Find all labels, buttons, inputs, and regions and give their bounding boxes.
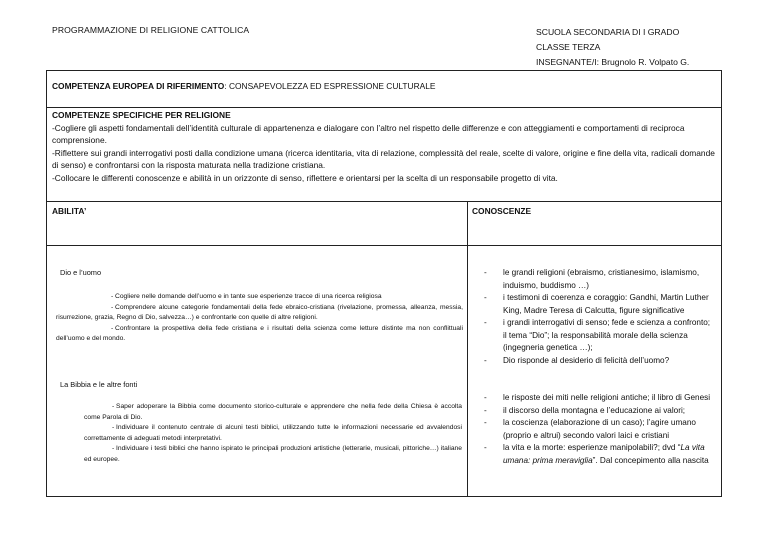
dash: - xyxy=(484,418,487,427)
conoscenza-text: le risposte dei miti nelle religioni antiche; il libro di Genesi xyxy=(503,393,711,402)
list-item xyxy=(84,423,462,444)
dash: - xyxy=(112,445,115,453)
list-item xyxy=(56,292,463,303)
list-item xyxy=(56,324,463,345)
conoscenza-text: le grandi religioni (ebraismo, cristianesimo, islamismo, induismo, buddismo …) xyxy=(503,268,700,290)
abilita-list xyxy=(56,292,463,345)
dash: - xyxy=(484,318,487,327)
header-left: PROGRAMMAZIONE DI RELIGIONE CATTOLICA xyxy=(52,25,250,35)
abilita-header: ABILITA’ xyxy=(52,206,87,216)
dash: - xyxy=(484,355,487,365)
list-item xyxy=(84,402,462,423)
dash: - xyxy=(111,293,114,300)
abilita-text: Individuare il contenuto centrale di alcuni testi biblici, utilizzando tutte le informazioni necessarie ed avvalendosi correttamente di adeguati metodi interpretativi. xyxy=(84,424,462,442)
competenza-item: -Collocare le differenti conoscenze e abilità in un orizzonte di senso, riflettere e orientarsi per la scelta di un responsabile progetto di vita. xyxy=(52,172,558,183)
list-item xyxy=(484,355,712,368)
list-item xyxy=(484,392,712,405)
list-item xyxy=(484,405,712,418)
header-right xyxy=(536,25,689,70)
competenze-specifiche xyxy=(52,109,716,184)
competenza-item: -Cogliere gli aspetti fondamentali dell’identità culturale di appartenenza e dialogare con l’altro nel rispetto delle differenze e con atteggiamenti e comportamenti di reciproca comprensione. xyxy=(52,122,685,145)
conoscenza-text: Dio risponde al desiderio di felicità dell’uomo? xyxy=(503,355,670,365)
abilita-section-title: Dio e l’uomo xyxy=(60,268,102,277)
list-item xyxy=(484,442,712,467)
list-item xyxy=(484,267,712,292)
conoscenze-list xyxy=(484,392,712,467)
list-item xyxy=(56,303,463,324)
abilita-text: Comprendere alcune categorie fondamentali della fede ebraico-cristiana (rivelazione, promessa, alleanza, messia, risurrezione, grazia, Regno di Dio, salvezza…) e confrontarle con quelle di altre religioni. xyxy=(56,303,463,322)
conoscenze-list xyxy=(484,267,712,367)
class-name: CLASSE TERZA xyxy=(536,42,601,52)
conoscenza-text: ”. Dal concepimento alla nascita xyxy=(592,455,709,465)
competenza-europea-value: : CONSAPEVOLEZZA ED ESPRESSIONE CULTURALE xyxy=(224,81,436,91)
dash: - xyxy=(112,424,115,432)
abilita-text: Cogliere nelle domande dell’uomo e in tante sue esperienze tracce di una ricerca religiosa xyxy=(115,293,382,300)
dash: - xyxy=(111,324,114,332)
conoscenza-text: i grandi interrogativi di senso; fede e scienza a confronto; il tema “Dio”; la responsabilità morale della scienza (ingegneria genetica …); xyxy=(503,318,711,352)
abilita-text: Confrontare la prospettiva della fede cristiana e i risultati della scienza come letture distinte ma non conflittuali dell’uomo e del mondo. xyxy=(56,324,463,343)
competenza-europea-label: COMPETENZA EUROPEA DI RIFERIMENTO xyxy=(52,81,225,91)
dash: - xyxy=(484,393,487,402)
list-item xyxy=(484,317,712,355)
conoscenza-text: il discorso della montagna e l’educazione ai valori; xyxy=(503,405,686,415)
competenza-europea xyxy=(52,81,435,91)
conoscenza-text: i testimoni di coerenza e coraggio: Gandhi, Martin Luther King, Madre Teresa di Calcutta, figure significative xyxy=(503,293,709,315)
dash: - xyxy=(112,403,115,410)
dvd-title: La vita umana: prima meraviglia xyxy=(503,443,705,465)
dash: - xyxy=(484,405,487,415)
list-item xyxy=(84,444,462,465)
abilita-section-title: La Bibbia e le altre fonti xyxy=(60,380,138,389)
conoscenza-text: la coscienza (elaborazione di un caso); l’agire umano (proprio e altrui) secondo valori laici e cristiani xyxy=(503,418,696,440)
dash: - xyxy=(484,443,487,452)
conoscenza-text: la vita e la morte: esperienze manipolabili?; dvd “ xyxy=(503,443,681,452)
dash: - xyxy=(111,303,114,311)
school-name: SCUOLA SECONDARIA DI I GRADO xyxy=(536,27,680,37)
conoscenze-header: CONOSCENZE xyxy=(472,206,532,216)
competenza-item: -Riflettere sui grandi interrogativi posti dalla condizione umana (ricerca identitaria, vita di relazione, complessità del reale, scelte di valore, origine e fine della vita, radicali domande di senso) e confrontarsi con la risposta maturata nella tradizione cristiana. xyxy=(52,147,715,170)
teachers: INSEGNANTE/I: Brugnolo R. Volpato G. xyxy=(536,57,690,67)
competenze-specifiche-title: COMPETENZE SPECIFICHE PER RELIGIONE xyxy=(52,110,231,120)
list-item xyxy=(484,417,712,442)
abilita-text: Saper adoperare la Bibbia come documento storico-culturale e apprendere che nella fede della Chiesa è accolta come Parola di Dio. xyxy=(84,403,462,421)
list-item xyxy=(484,292,712,317)
abilita-list xyxy=(84,402,462,466)
header-row-divider xyxy=(46,245,722,246)
dash: - xyxy=(484,268,487,277)
abilita-text: Individuare i testi biblici che hanno ispirato le principali produzioni artistiche (letterarie, musicali, pittoriche…) italiane ed europee. xyxy=(84,445,462,463)
dash: - xyxy=(484,293,487,302)
